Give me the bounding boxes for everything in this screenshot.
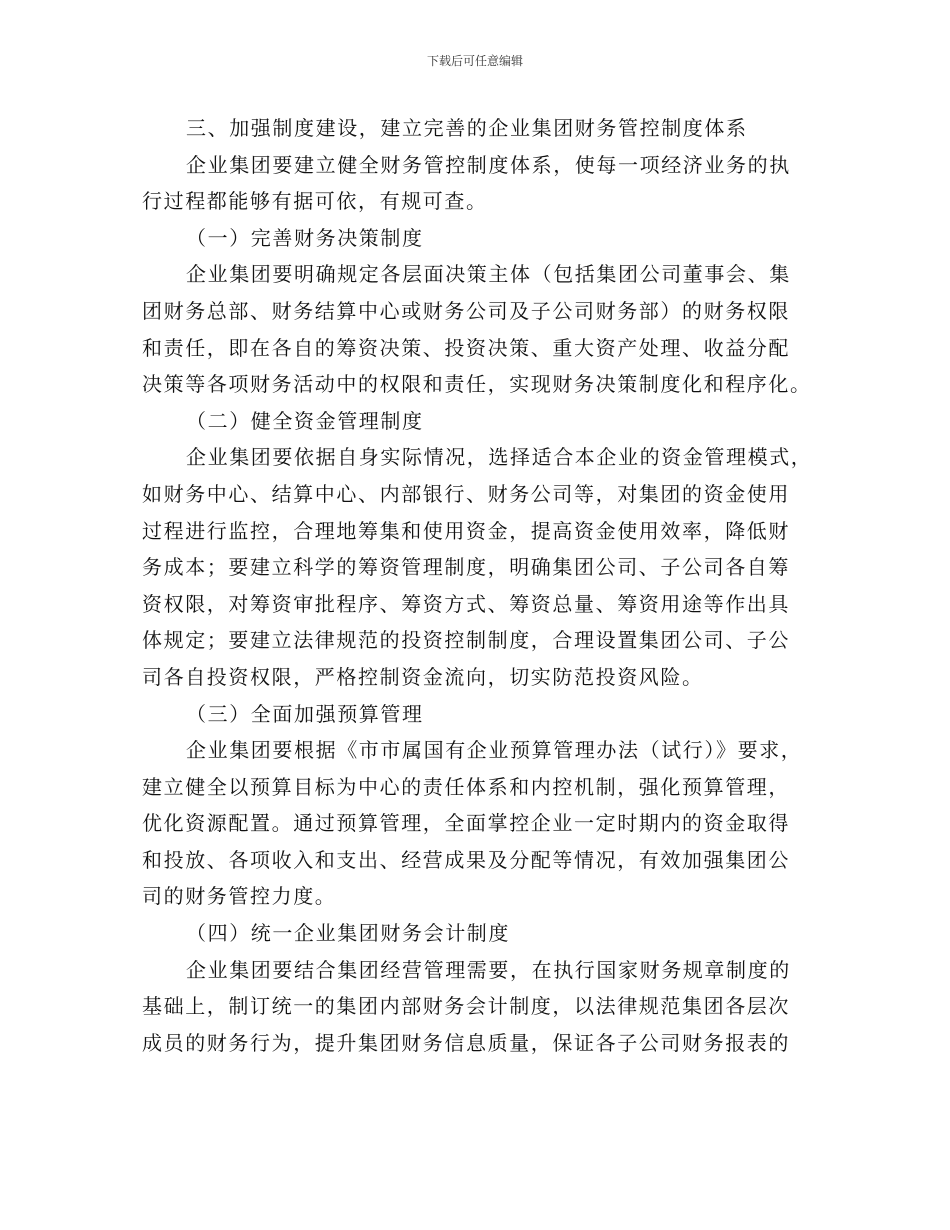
paragraph-line: 如财务中心、结算中心、内部银行、财务公司等，对集团的资金使用 [142,481,790,506]
paragraph-line: 建立健全以预算目标为中心的责任体系和内控机制，强化预算管理， [142,774,790,799]
paragraph-line: 优化资源配置。通过预算管理，全面掌控企业一定时期内的资金取得 [142,811,790,836]
subsection-heading: （三）全面加强预算管理 [186,701,424,726]
paragraph-line: 企业集团要根据《市市属国有企业预算管理办法（试行）》要求， [186,738,803,763]
paragraph-line: 成员的财务行为，提升集团财务信息质量，保证各子公司财务报表的 [142,1030,790,1055]
page-header-note: 下载后可任意编辑 [426,54,523,68]
paragraph-line: 行过程都能够有据可依，有规可查。 [142,189,488,214]
paragraph-line: 和责任，即在各自的筹资决策、投资决策、重大资产处理、收益分配 [142,335,790,360]
paragraph-line: 企业集团要结合集团经营管理需要，在执行国家财务规章制度的 [186,957,791,982]
paragraph-line: 过程进行监控，合理地筹集和使用资金，提高资金使用效率，降低财 [142,518,790,543]
paragraph-line: 和投放、各项收入和支出、经营成果及分配等情况，有效加强集团公 [142,847,790,872]
paragraph-line: 资权限，对筹资审批程序、筹资方式、筹资总量、筹资用途等作出具 [142,591,790,616]
subsection-heading: （四）统一企业集团财务会计制度 [186,921,510,946]
paragraph-line: 司的财务管控力度。 [142,884,337,909]
paragraph-line: 企业集团要明确规定各层面决策主体（包括集团公司董事会、集 [186,262,791,287]
section-heading: 三、加强制度建设，建立完善的企业集团财务管控制度体系 [186,116,748,140]
subsection-heading: （一）完善财务决策制度 [186,225,424,250]
paragraph-line: 基础上，制订统一的集团内部财务会计制度，以法律规范集团各层次 [142,994,790,1019]
paragraph-line: 决策等各项财务活动中的权限和责任，实现财务决策制度化和程序化。 [142,372,812,397]
paragraph-line: 企业集团要依据自身实际情况，选择适合本企业的资金管理模式， [186,445,813,470]
paragraph-line: 体规定；要建立法律规范的投资控制制度，合理设置集团公司、子公 [142,628,790,653]
paragraph-line: 司各自投资权限，严格控制资金流向，切实防范投资风险。 [142,664,704,689]
document-body [142,110,813,1061]
subsection-heading: （二）健全资金管理制度 [186,408,424,433]
paragraph-line: 务成本；要建立科学的筹资管理制度，明确集团公司、子公司各自筹 [142,555,790,580]
paragraph-line: 团财务总部、财务结算中心或财务公司及子公司财务部）的财务权限 [142,298,790,323]
paragraph-line: 企业集团要建立健全财务管控制度体系，使每一项经济业务的执 [186,152,791,177]
